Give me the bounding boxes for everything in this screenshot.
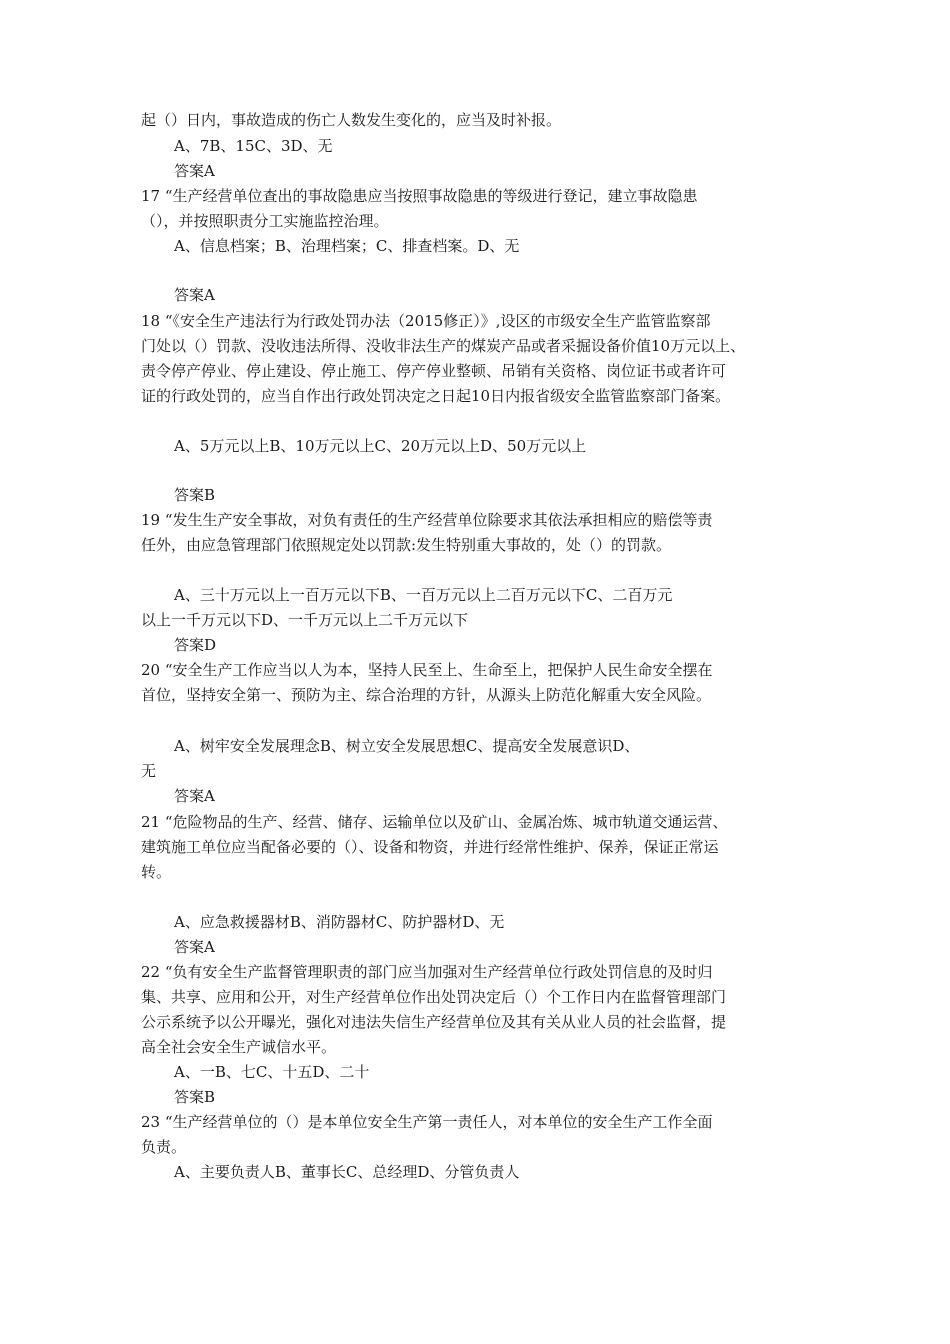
text-line: 责令停产停业、停止建设、停止施工、停产停业整顿、吊销有关资格、岗位证书或者许可 — [141, 362, 727, 380]
text-line: 以上一千万元以下D、一千万元以上二千万元以下 — [141, 611, 469, 629]
text-line: 任外，由应急管理部门依照规定处以罚款:发生特别重大事故的，处（）的罚款。 — [141, 536, 672, 554]
answer-line: 答案A — [174, 162, 215, 180]
text-line: 起（）日内，事故造成的伤亡人数发生变化的，应当及时补报。 — [141, 111, 562, 129]
text-line: 集、共享、应用和公开，对生产经营单位作出处罚决定后（）个工作日内在监督管理部门 — [141, 988, 727, 1006]
text-line: 首位，坚持安全第一、预防为主、综合治理的方针，从源头上防范化解重大安全风险。 — [141, 686, 712, 704]
answer-line: 答案D — [174, 636, 217, 654]
question-line: 22 “负有安全生产监督管理职责的部门应当加强对生产经营单位行政处罚信息的及时归 — [141, 963, 713, 981]
question-line: 23 “生产经营单位的（）是本单位安全生产第一责任人，对本单位的安全生产工作全面 — [141, 1113, 713, 1131]
question-line: 18 “《安全生产违法行为行政处罚办法（2015修正）》,设区的市级安全生产监管监察部 — [141, 312, 711, 330]
options-line: A、树牢安全发展理念B、树立安全发展思想C、提高安全发展意识D、 — [174, 737, 640, 755]
text-line: 无 — [141, 762, 157, 780]
text-line: 公示系统予以公开曝光，强化对违法失信生产经营单位及其有关从业人员的社会监督，提 — [141, 1013, 727, 1031]
answer-line: 答案A — [174, 938, 215, 956]
text-line: 高全社会安全生产诚信水平。 — [141, 1038, 337, 1056]
question-line: 17 “生产经营单位查出的事故隐患应当按照事故隐患的等级进行登记，建立事故隐患 — [141, 187, 698, 205]
text-line: 证的行政处罚的，应当自作出行政处罚决定之日起10日内报省级安全监管监察部门备案。 — [141, 387, 731, 405]
options-line: A、三十万元以上一百万元以下B、一百万元以上二百万元以下C、二百万元 — [174, 586, 673, 604]
text-line: 负责。 — [141, 1138, 187, 1156]
answer-line: 答案A — [174, 286, 215, 304]
answer-line: 答案A — [174, 787, 215, 805]
answer-line: 答案B — [174, 486, 216, 504]
text-line: 门处以（）罚款、没收违法所得、没收非法生产的煤炭产品或者采掘设备价值10万元以上、 — [141, 337, 746, 355]
options-line: A、5万元以上B、10万元以上C、20万元以上D、50万元以上 — [174, 437, 587, 455]
options-line: A、应急救援器材B、消防器材C、防护器材D、无 — [174, 913, 505, 931]
question-line: 21 “危险物品的生产、经营、储存、运输单位以及矿山、金属冶炼、城市轨道交通运营、 — [141, 813, 728, 831]
options-line: A、主要负责人B、董事长C、总经理D、分管负责人 — [174, 1163, 520, 1181]
text-line: 建筑施工单位应当配备必要的（）、设备和物资，并进行经常性维护、保养，保证正常运 — [141, 838, 719, 856]
options-line: A、一B、七C、十五D、二十 — [174, 1063, 370, 1081]
options-line: A、信息档案；B、治理档案；C、排查档案。D、无 — [174, 237, 520, 255]
text-line: （），并按照职责分工实施监控治理。 — [141, 212, 389, 230]
options-line: A、7B、15C、3D、无 — [174, 137, 333, 155]
question-line: 20 “安全生产工作应当以人为本，坚持人民至上、生命至上，把保护人民生命安全摆在 — [141, 661, 713, 679]
question-line: 19 “发生生产安全事故，对负有责任的生产经营单位除要求其依法承担相应的赔偿等责 — [141, 511, 713, 529]
text-line: 转。 — [141, 863, 172, 881]
answer-line: 答案B — [174, 1088, 216, 1106]
